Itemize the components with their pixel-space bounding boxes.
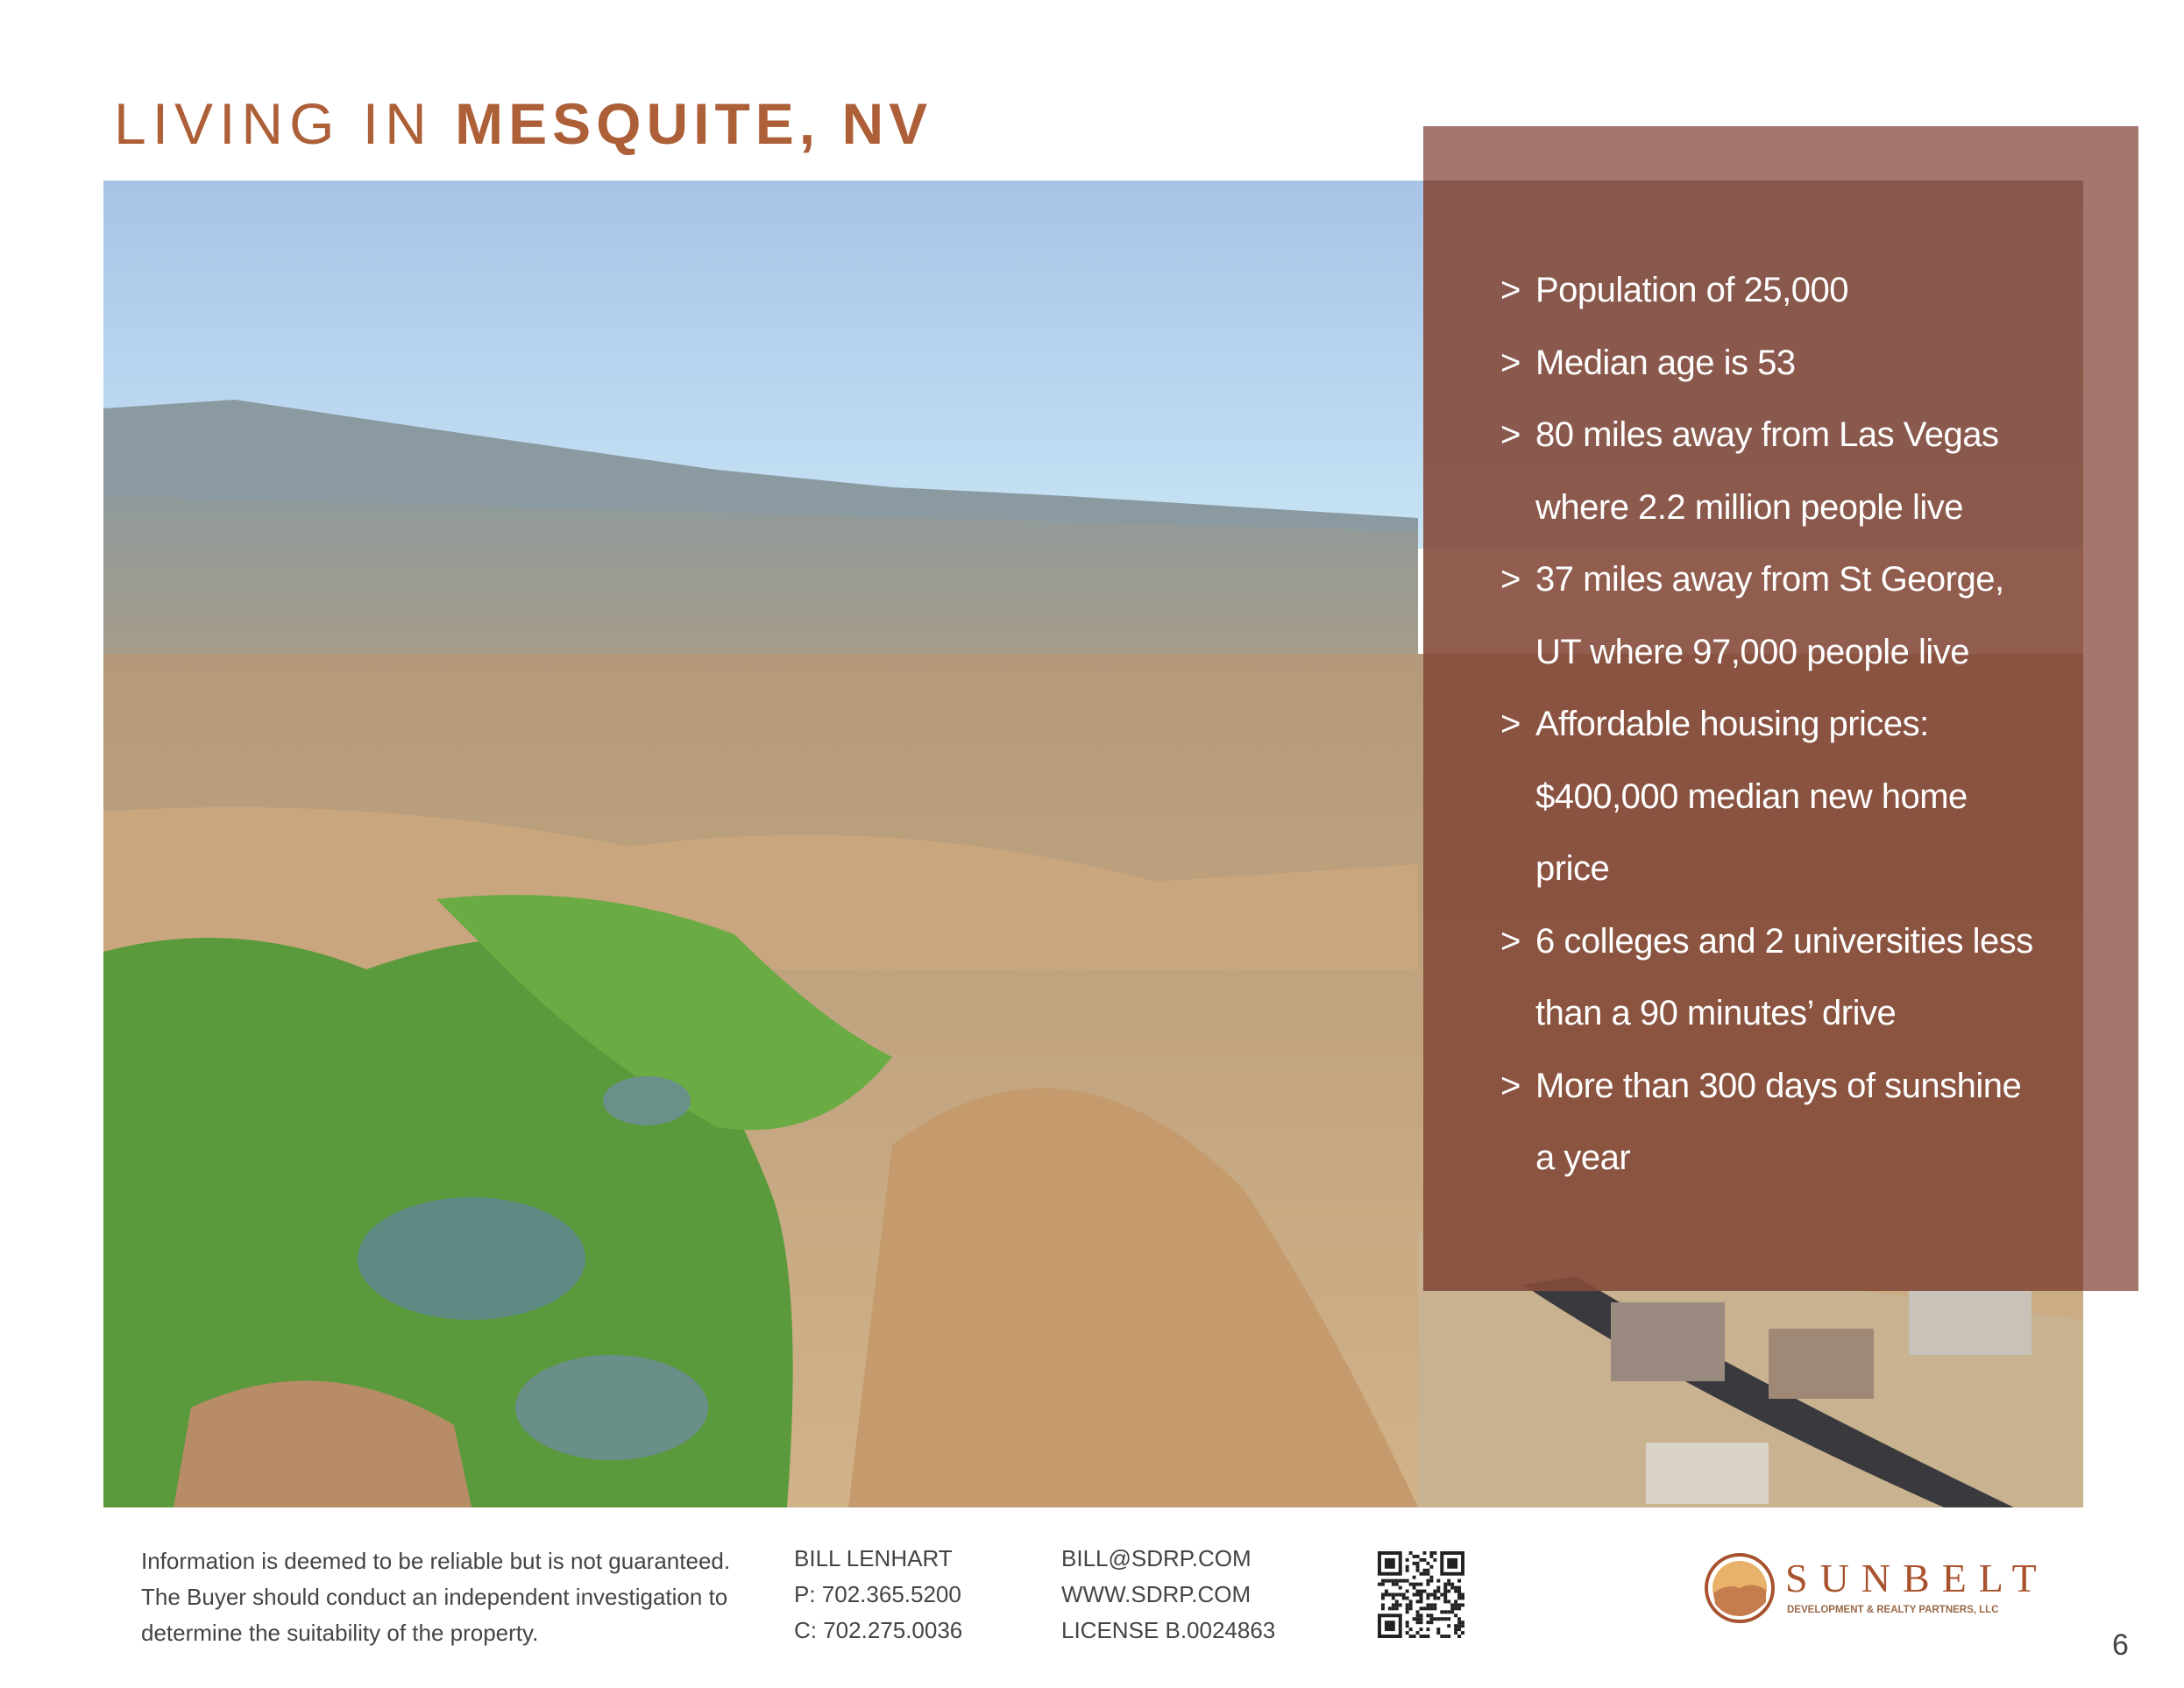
license-number: LICENSE B.0024863 [1061, 1617, 1276, 1643]
fact-item [1500, 399, 2096, 472]
fact-text: $400,000 median new home [1535, 777, 1968, 816]
fact-item [1500, 254, 2096, 327]
bullet-chevron-icon: > [1500, 415, 1521, 454]
agent-cell: C: 702.275.0036 [794, 1617, 963, 1643]
fact-item-continuation [1500, 761, 2096, 833]
bullet-chevron-icon: > [1500, 921, 1521, 961]
title-bold: MESQUITE, NV [455, 91, 933, 156]
fact-text: where 2.2 million people live [1535, 487, 1963, 527]
fact-text: Affordable housing prices: [1535, 705, 1929, 743]
fact-item-continuation [1500, 833, 2096, 905]
agent-contact [794, 1541, 962, 1649]
fact-item-continuation [1500, 472, 2096, 544]
logo-wordmark: SUNBELT [1785, 1556, 2049, 1600]
sunbelt-logo [1705, 1550, 2064, 1627]
fact-item-continuation [1500, 616, 2096, 689]
fact-text: UT where 97,000 people live [1535, 632, 1969, 671]
bullet-chevron-icon: > [1500, 343, 1521, 382]
fact-text: than a 90 minutes’ drive [1535, 994, 1897, 1032]
agent-phone: P: 702.365.5200 [794, 1581, 961, 1607]
fact-item-continuation [1500, 1122, 2096, 1195]
qr-code-icon [1378, 1551, 1464, 1638]
title-light: LIVING IN [114, 91, 433, 156]
disclaimer-line: The Buyer should conduct an independent investigation to [141, 1584, 728, 1610]
fact-text: price [1535, 849, 1610, 888]
page-number: 6 [2112, 1628, 2129, 1662]
disclaimer-line: Information is deemed to be reliable but is not guaranteed. [141, 1548, 731, 1574]
fact-item [1500, 543, 2096, 616]
fact-item-continuation [1500, 977, 2096, 1050]
fact-item [1500, 327, 2096, 400]
page-title [114, 91, 933, 156]
fact-text: 37 miles away from St George, [1535, 560, 2004, 599]
fact-item [1500, 1050, 2096, 1123]
fact-text: 6 colleges and 2 universities less [1535, 921, 2033, 961]
website-link[interactable]: WWW.SDRP.COM [1061, 1581, 1252, 1607]
logo-tagline: DEVELOPMENT & REALTY PARTNERS, LLC [1787, 1605, 1999, 1615]
fact-text: 80 miles away from Las Vegas [1535, 415, 1999, 454]
fact-text: More than 300 days of sunshine [1535, 1066, 2022, 1105]
disclaimer [141, 1543, 730, 1651]
fact-item [1500, 905, 2096, 978]
bullet-chevron-icon: > [1500, 1066, 1521, 1105]
disclaimer-line: determine the suitability of the property. [141, 1620, 539, 1646]
fact-text: a year [1535, 1138, 1631, 1177]
facts-list [1500, 254, 2096, 1195]
bullet-chevron-icon: > [1500, 560, 1521, 599]
bullet-chevron-icon: > [1500, 271, 1521, 309]
fact-text: Population of 25,000 [1535, 271, 1848, 309]
agent-name: BILL LENHART [794, 1545, 953, 1571]
company-contact [1061, 1541, 1275, 1649]
email-link[interactable]: BILL@SDRP.COM [1061, 1545, 1252, 1571]
fact-item [1500, 688, 2096, 761]
bullet-chevron-icon: > [1500, 705, 1521, 743]
fact-text: Median age is 53 [1535, 343, 1796, 382]
